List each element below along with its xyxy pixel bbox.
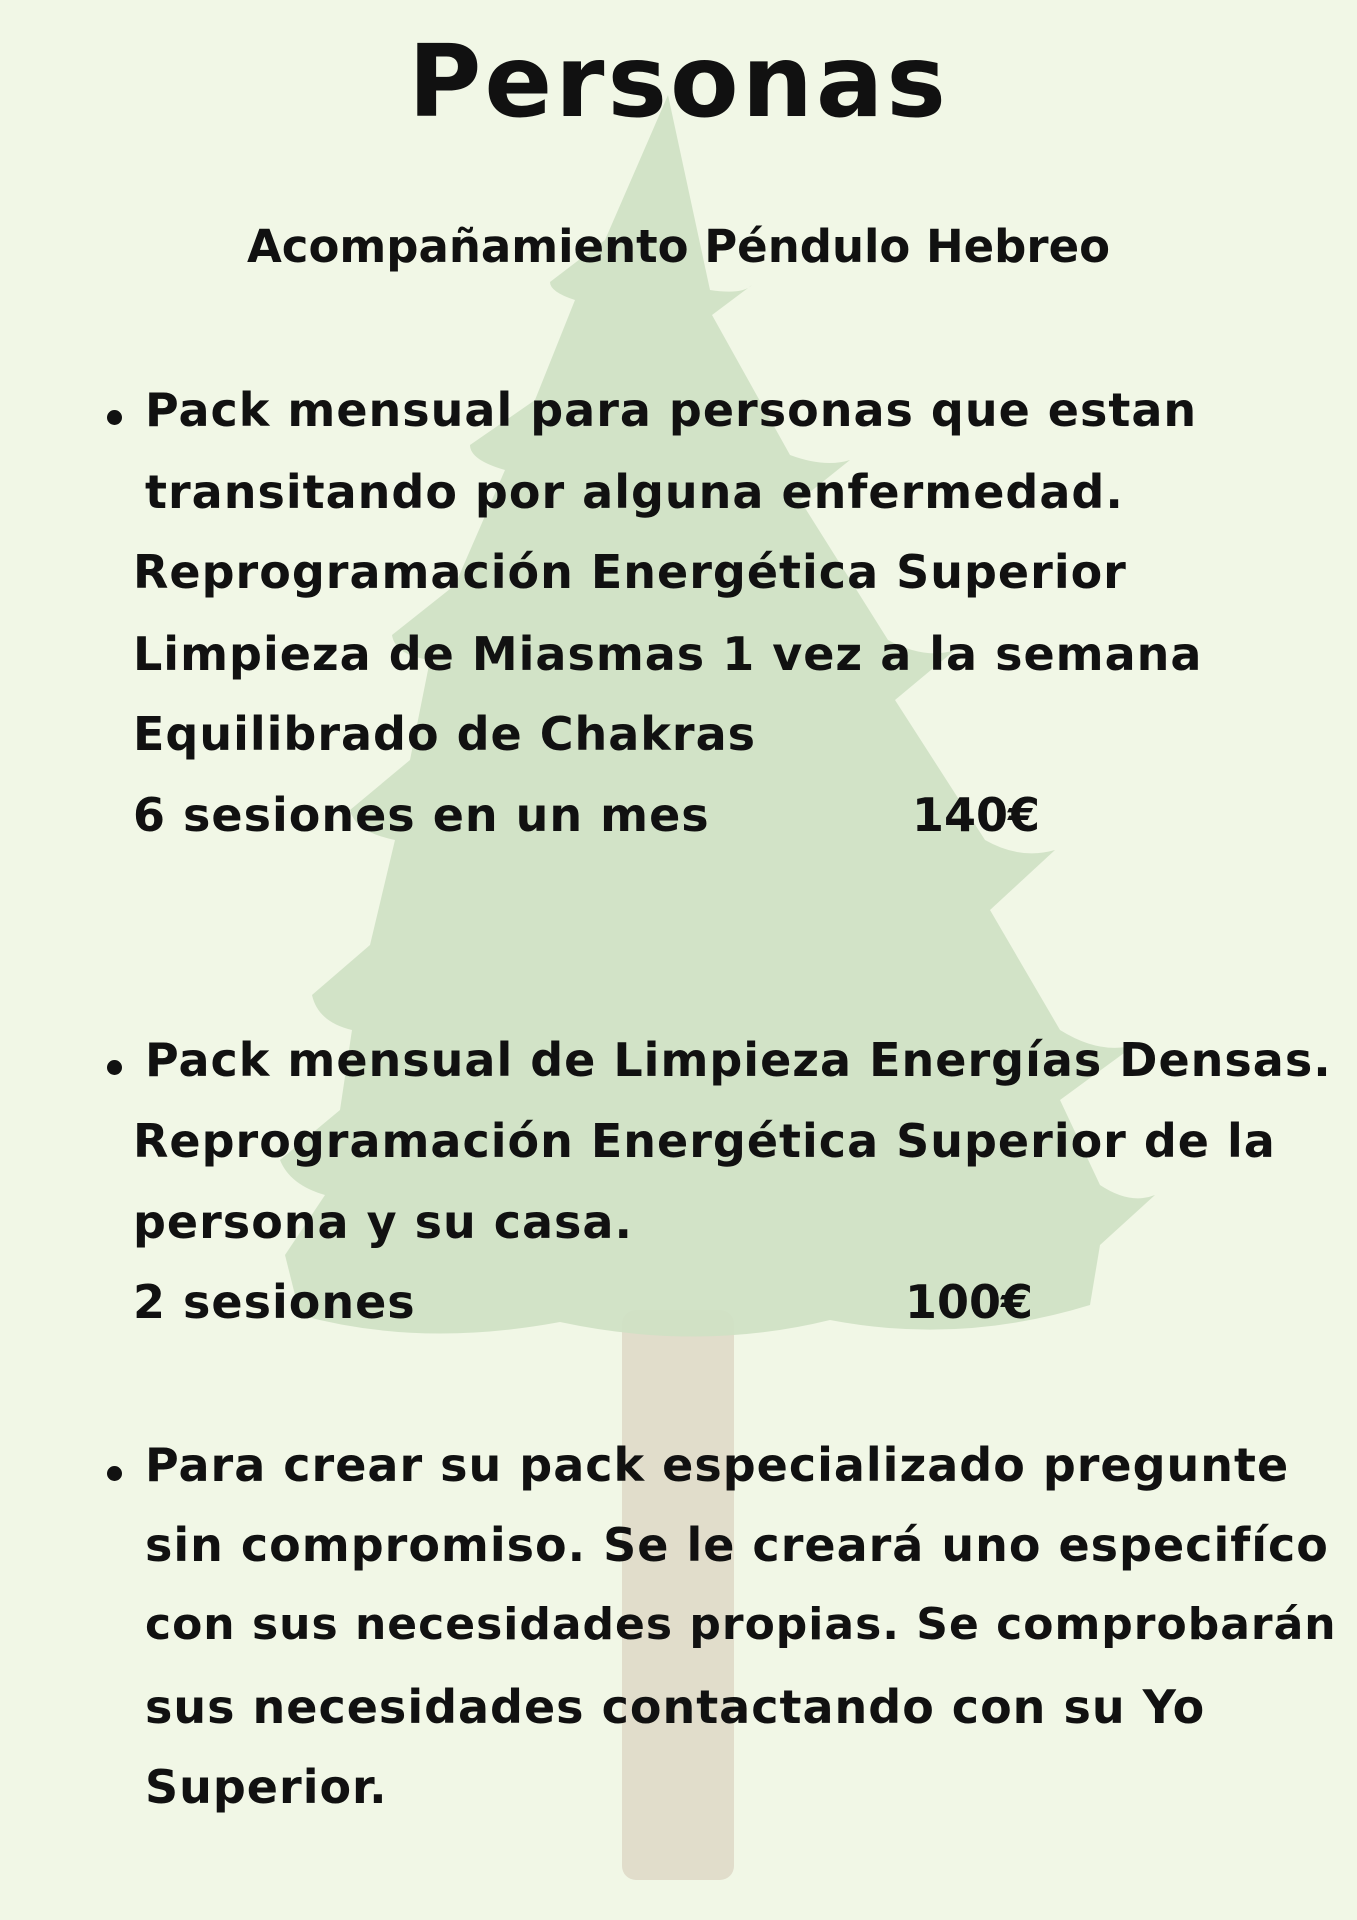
page-subtitle: Acompañamiento Péndulo Hebreo xyxy=(246,220,1111,273)
page-title: Personas xyxy=(408,23,949,140)
bullet-icon xyxy=(107,410,122,425)
pack-line: 2 sesiones xyxy=(133,1275,416,1329)
pack-line: Reprogramación Energética Superior xyxy=(133,545,1127,599)
pack-line: Superior. xyxy=(145,1760,388,1814)
pack-line: Pack mensual de Limpieza Energías Densas. xyxy=(145,1033,1332,1087)
pack-line: persona y su casa. xyxy=(133,1195,633,1249)
pack-line: 6 sesiones en un mes xyxy=(133,788,710,842)
pack-line: Limpieza de Miasmas 1 vez a la semana xyxy=(133,627,1203,681)
pack-line: sus necesidades contactando con su Yo xyxy=(145,1680,1206,1734)
pack-price: 100€ xyxy=(905,1275,1034,1329)
pack-price: 140€ xyxy=(912,788,1041,842)
pack-line: transitando por alguna enfermedad. xyxy=(145,465,1124,519)
bullet-icon xyxy=(107,1060,122,1075)
pack-line: sin compromiso. Se le creará uno especifíco xyxy=(145,1518,1329,1572)
pack-line: Pack mensual para personas que estan xyxy=(145,383,1198,437)
bullet-icon xyxy=(107,1466,122,1481)
pack-line: con sus necesidades propias. Se comprobarán xyxy=(145,1599,1337,1650)
pack-line: Equilibrado de Chakras xyxy=(133,707,756,761)
pack-line: Reprogramación Energética Superior de la xyxy=(133,1114,1276,1168)
pack-line: Para crear su pack especializado pregunte xyxy=(145,1438,1290,1492)
